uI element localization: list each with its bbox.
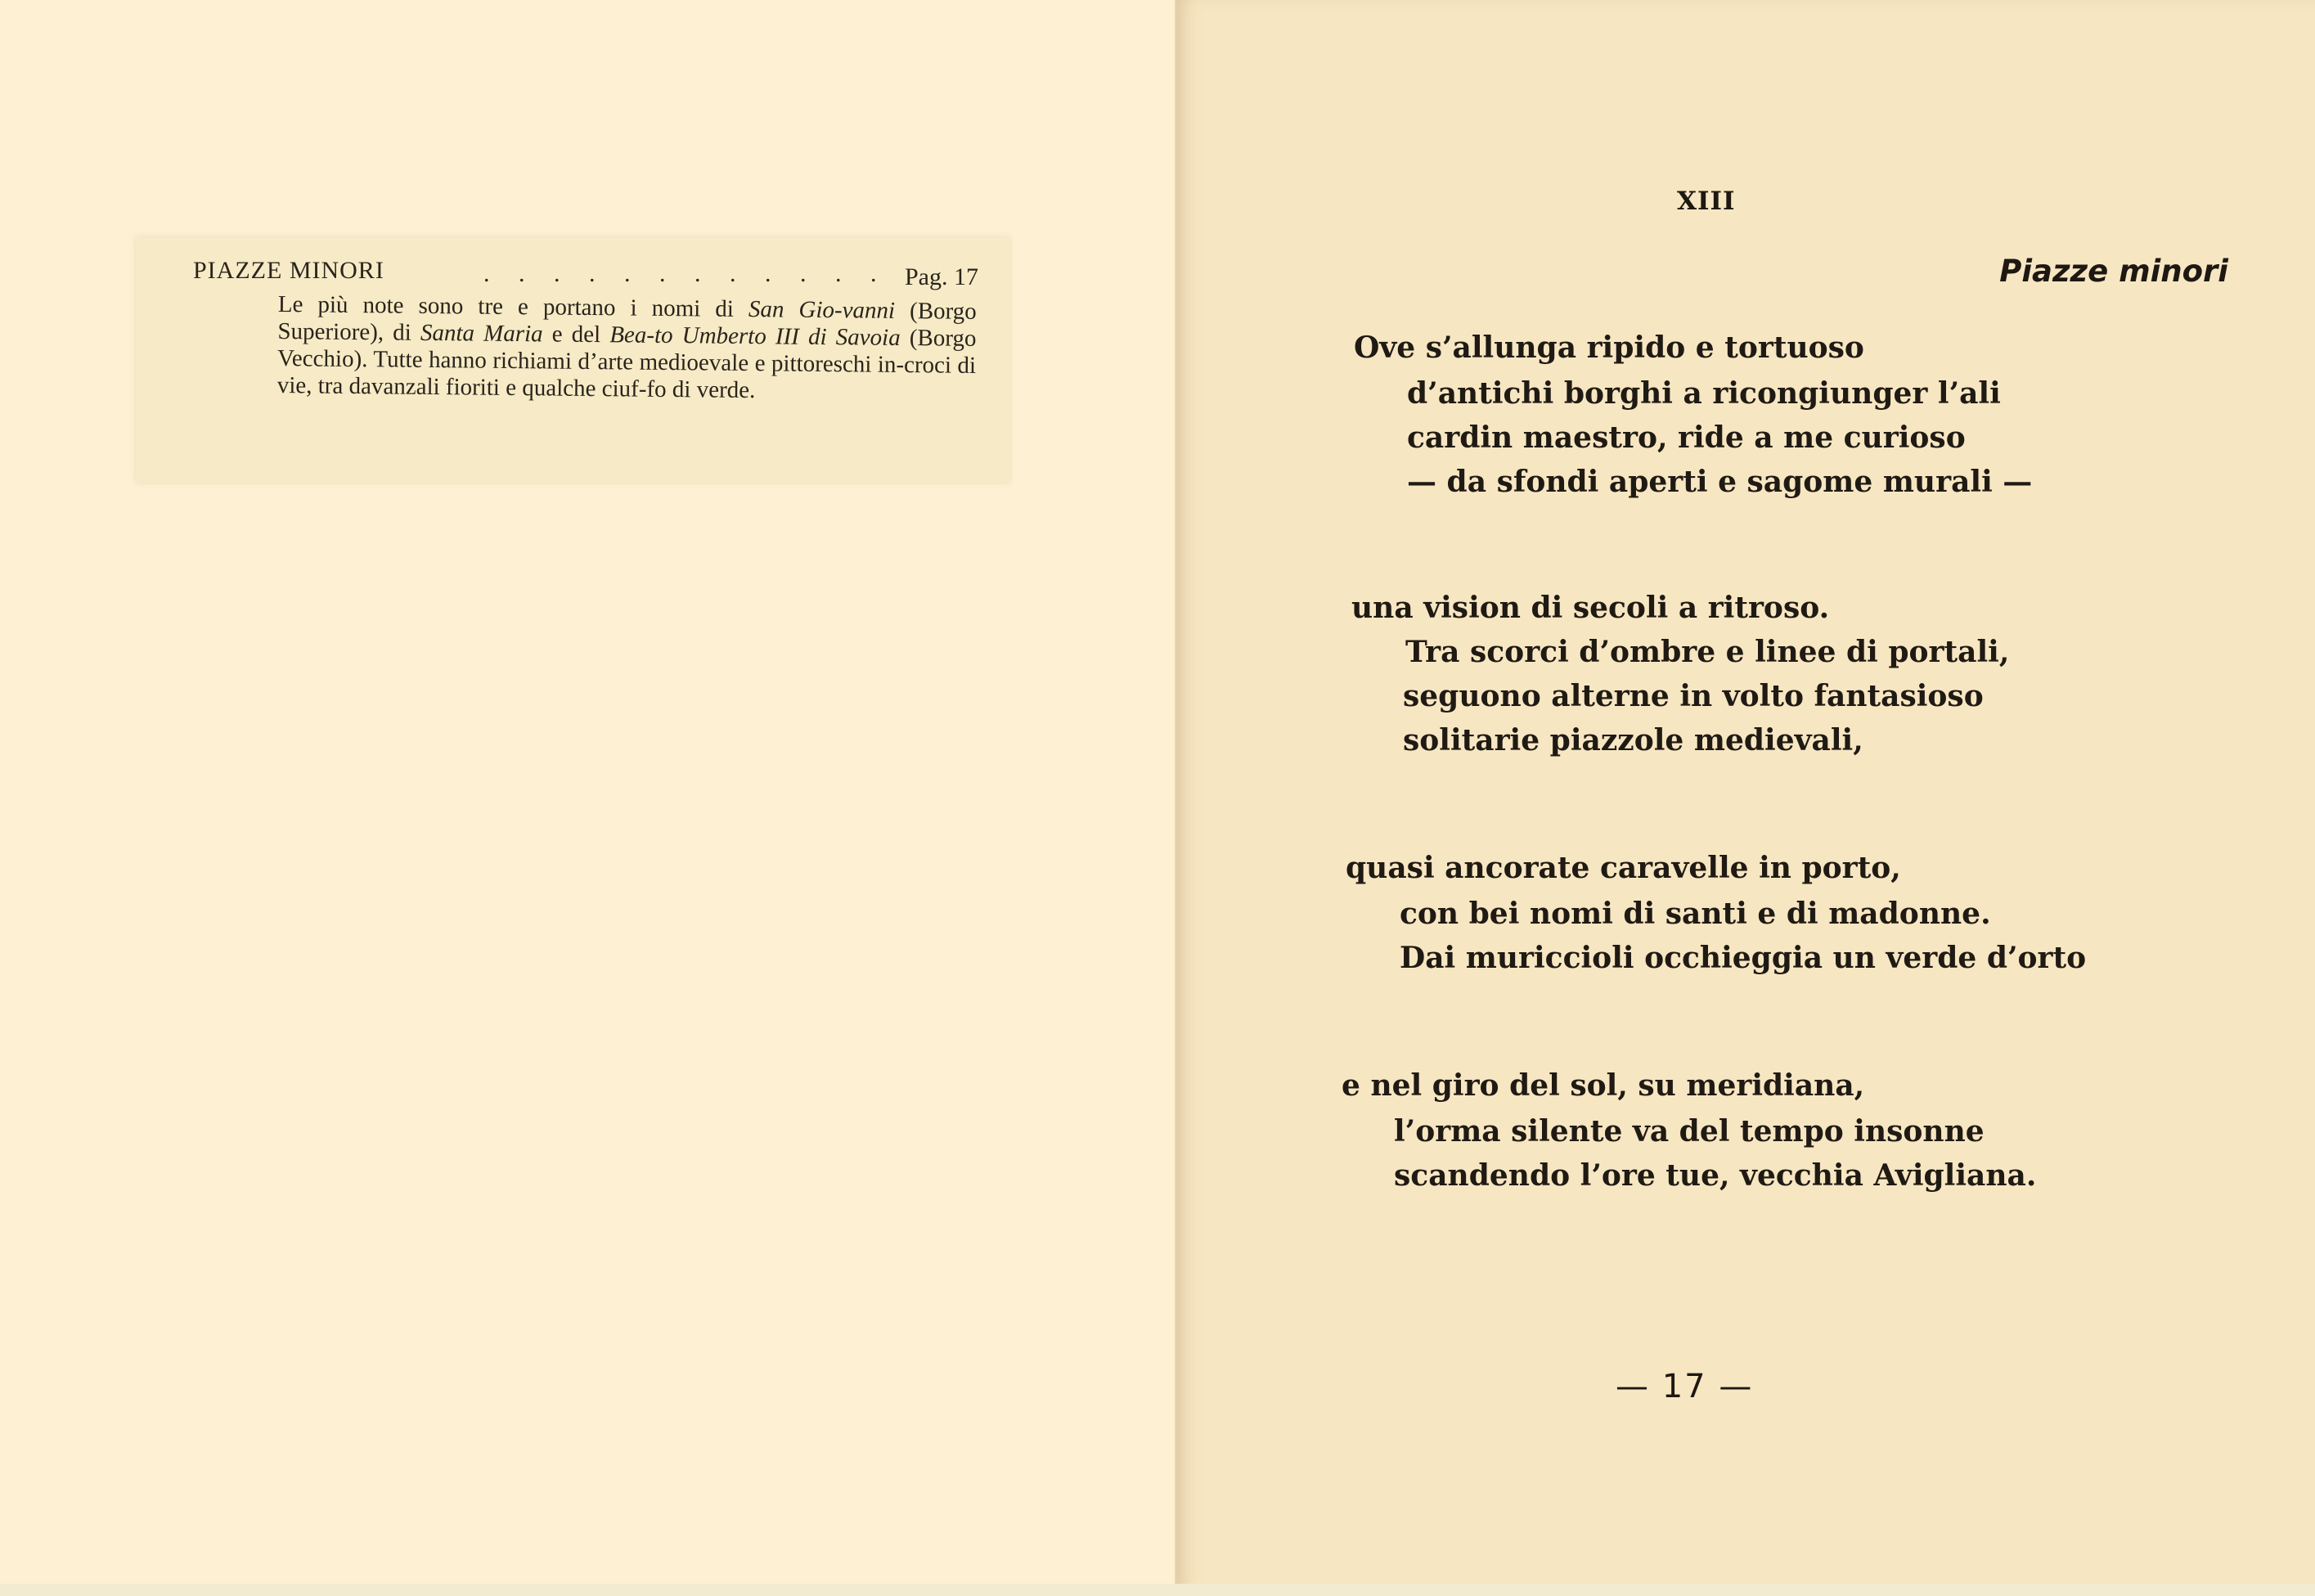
text-run: Le più note sono tre e portano i nomi di [277, 291, 749, 323]
page-number: — 17 — [1616, 1368, 1754, 1405]
scan-edge [0, 1584, 2315, 1596]
poem-line: cardin maestro, ride a me curioso [1407, 420, 1966, 455]
poem-line: con bei nomi di santi e di madonne. [1400, 897, 1991, 931]
poem-line: seguono alterne in volto fantasioso [1403, 679, 1984, 713]
poem-line: e nel giro del sol, su meridiana, [1342, 1068, 1865, 1103]
poem-line: Dai muricciolі occhieggia un verde d’orto [1400, 941, 2087, 975]
poem-line: una vision di secoli a ritroso. [1351, 591, 1830, 625]
poem-line: — da sfondi aperti e sagome murali — [1407, 465, 2033, 499]
index-entry-description [277, 291, 977, 407]
italic-text-run: Santa Maria [420, 319, 543, 348]
poem-line: solitarie piazzole medievali, [1403, 723, 1863, 758]
poem-number: XIII [1677, 187, 1736, 216]
index-clipping [136, 237, 1009, 483]
index-page-reference: Pag. 17 [905, 263, 978, 290]
poem-line: Tra scorci d’ombre e linee di portali, [1405, 635, 2010, 669]
text-run: e del [542, 321, 610, 348]
poem-title: Piazze minori [1999, 254, 2228, 289]
poem-line: d’antichi borghi a ricongiunger l’ali [1407, 376, 2001, 411]
right-page [1176, 0, 2315, 1596]
leader-dots: . . . . . . . . . . . . [483, 260, 888, 287]
text-run: (Borgo Vecchio). Tutte hanno richiami d’arte medioevale e pittoreschi in-croci di vie, tra davanzali fioriti e qualche ciuf-fo di verde. [276, 324, 977, 404]
italic-text-run: Bea-to Umberto III di Savoia [609, 321, 901, 351]
text-run: (Borgo Superiore), di [277, 297, 977, 346]
index-entry-title: PIAZZE MINORI [193, 257, 384, 284]
poem-line: scandendo l’ore tue, vecchia Avigliana. [1394, 1158, 2037, 1193]
poem-line: Ove s’allunga ripido e tortuoso [1354, 330, 1864, 365]
poem-line: l’orma silente va del tempo insonne [1394, 1114, 1985, 1149]
italic-text-run: San Gio-vanni [748, 296, 896, 324]
poem-line: quasi ancorate caravelle in porto, [1346, 851, 1901, 885]
